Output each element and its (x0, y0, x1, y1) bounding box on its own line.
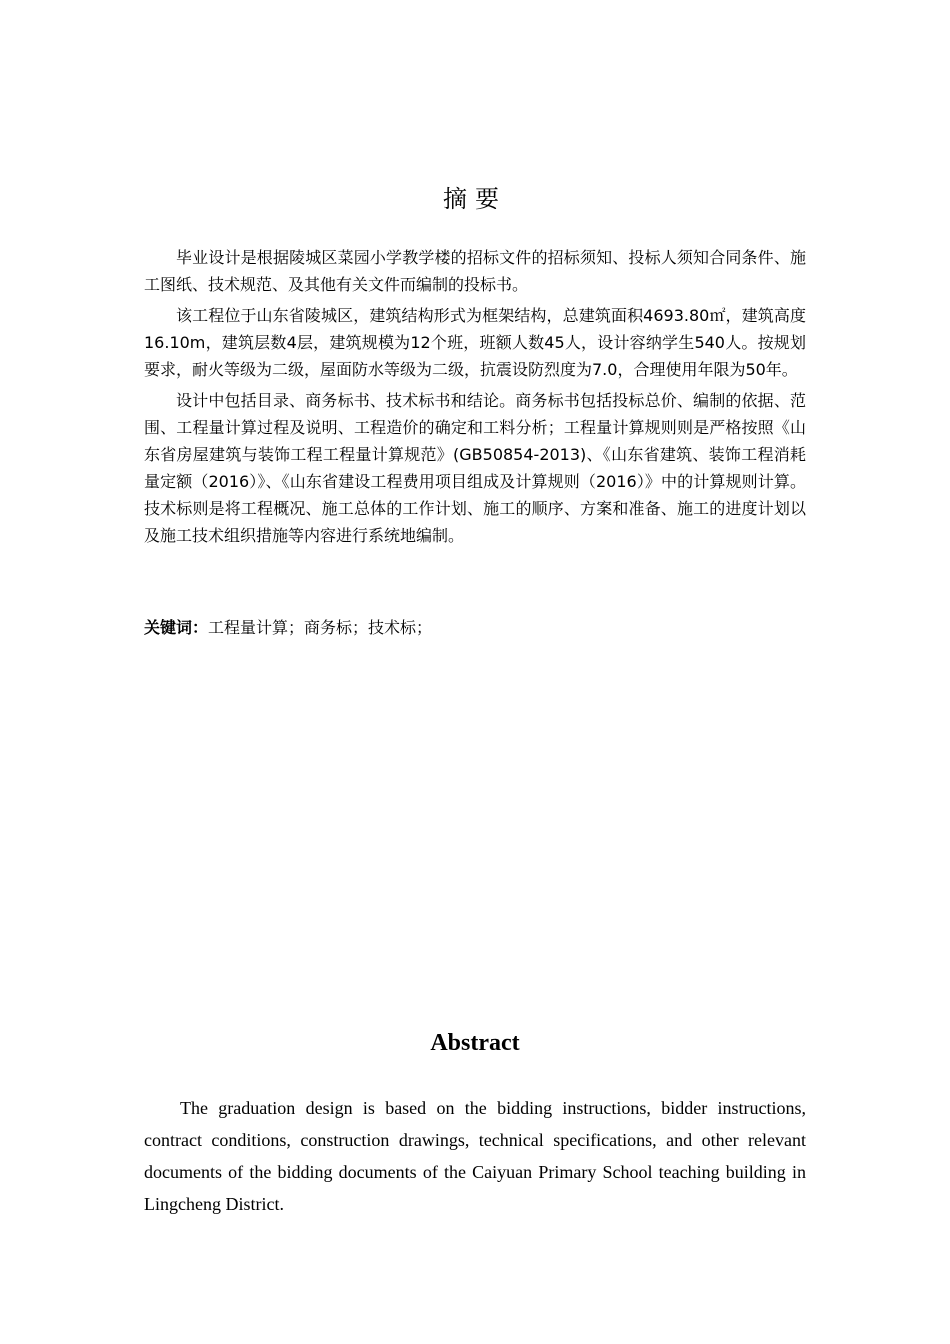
chinese-abstract-paragraph-3: 设计中包括目录、商务标书、技术标书和结论。商务标书包括投标总价、编制的依据、范围、工程量计算过程及说明、工程造价的确定和工料分析；工程量计算规则则是严格按照《山东省房屋建筑与装饰工程工程量计算规范》(GB50854-2013)、《山东省建筑、装饰工程消耗量定额（2016）》、《山东省建设工程费用项目组成及计算规则（2016）》中的计算规则计算。技术标则是将工程概况、施工总体的工作计划、施工的顺序、方案和准备、施工的进度计划以及施工技术组织措施等内容进行系统地编制。 (144, 391, 806, 545)
english-abstract-body (144, 1092, 806, 1220)
keywords-value: 工程量计算；商务标；技术标； (208, 618, 433, 637)
english-abstract-paragraph-1: The graduation design is based on the bidding instructions, bidder instructions, contract conditions, construction drawings, technical specifications, and other relevant documents of the bidding documents of the Caiyuan Primary School teaching building in Lingcheng District. (144, 1098, 806, 1214)
chinese-abstract-body (144, 244, 806, 553)
chinese-abstract-title: 摘要 (443, 185, 507, 213)
english-abstract-title: Abstract (430, 1030, 520, 1056)
chinese-keywords (144, 614, 806, 641)
chinese-abstract-paragraph-1: 毕业设计是根据陵城区菜园小学教学楼的招标文件的招标须知、投标人须知合同条件、施工图纸、技术规范、及其他有关文件而编制的投标书。 (144, 248, 806, 294)
keywords-label: 关键词： (144, 618, 209, 637)
chinese-abstract-paragraph-2: 该工程位于山东省陵城区，建筑结构形式为框架结构，总建筑面积4693.80㎡，建筑高度16.10m，建筑层数4层，建筑规模为12个班，班额人数45人，设计容纳学生540人。按规划要求，耐火等级为二级，屋面防水等级为二级，抗震设防烈度为7.0，合理使用年限为50年。 (144, 306, 806, 379)
